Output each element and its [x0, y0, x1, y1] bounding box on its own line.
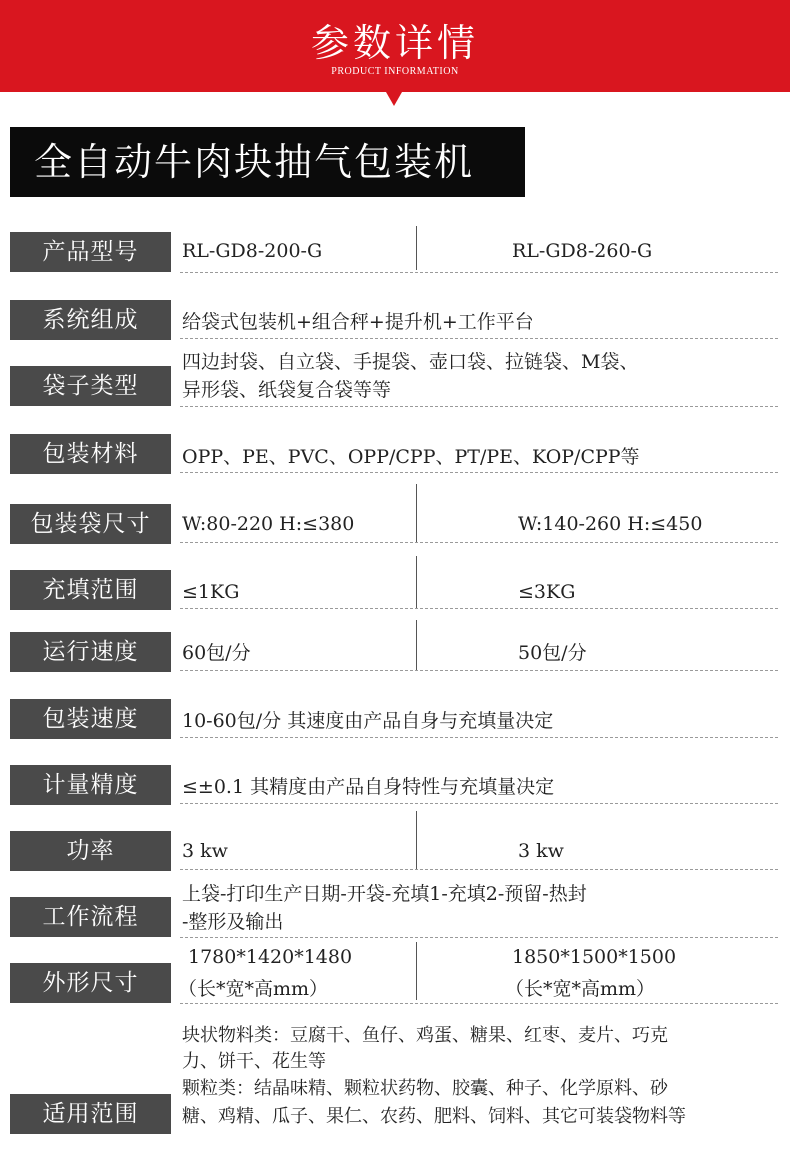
spec-value: 10-60包/分 其速度由产品自身与充填量决定 — [182, 710, 554, 732]
row-divider — [180, 542, 778, 543]
row-divider — [180, 737, 778, 738]
spec-value-right: 50包/分 — [518, 642, 587, 664]
row-divider — [180, 803, 778, 804]
spec-label: 产品型号 — [10, 232, 171, 272]
row-divider — [180, 406, 778, 407]
spec-row-run-speed — [0, 630, 790, 675]
spec-value-left: RL-GD8-200-G — [182, 240, 323, 262]
spec-value-left-line-1: 1780*1420*1480 — [188, 946, 353, 968]
spec-value-right-line-2: （长*宽*高mm） — [505, 978, 656, 1000]
column-divider — [416, 226, 417, 270]
spec-value-line-1: 块状物料类：豆腐干、鱼仔、鸡蛋、糖果、红枣、麦片、巧克 — [182, 1025, 668, 1046]
spec-label: 袋子类型 — [10, 366, 171, 406]
spec-value: ≤±0.1 其精度由产品自身特性与充填量决定 — [182, 776, 555, 798]
spec-value-right: W:140-260 H:≤450 — [518, 513, 703, 535]
column-divider — [416, 811, 417, 869]
product-title: 全自动牛肉块抽气包装机 — [34, 140, 475, 184]
spec-value-line-4: 糖、鸡精、瓜子、果仁、农药、肥料、饲料、其它可装袋物料等 — [182, 1106, 686, 1127]
spec-value-left-line-2: （长*宽*高mm） — [178, 978, 329, 1000]
spec-value-left: 3 kw — [182, 840, 228, 862]
row-divider — [180, 608, 778, 609]
spec-value-line-1: 上袋-打印生产日期-开袋-充填1-充填2-预留-热封 — [182, 883, 587, 905]
spec-value-right-line-1: 1850*1500*1500 — [512, 946, 677, 968]
row-divider — [180, 670, 778, 671]
spec-label: 充填范围 — [10, 570, 171, 610]
spec-row-pack-speed — [0, 697, 790, 742]
page-title: 参数详情 — [310, 21, 479, 65]
spec-label: 外形尺寸 — [10, 963, 171, 1003]
spec-value: OPP、PE、PVC、OPP/CPP、PT/PE、KOP/CPP等 — [182, 446, 640, 468]
spec-value-line-2: -整形及输出 — [182, 911, 284, 933]
spec-value-line-2: 力、饼干、花生等 — [182, 1051, 326, 1072]
spec-label: 计量精度 — [10, 765, 171, 805]
column-divider — [416, 620, 417, 670]
spec-value-left: 60包/分 — [182, 642, 251, 664]
spec-value-line-1: 四边封袋、自立袋、手提袋、壶口袋、拉链袋、M袋、 — [182, 351, 639, 373]
spec-label: 工作流程 — [10, 897, 171, 937]
spec-value-right: RL-GD8-260-G — [512, 240, 653, 262]
spec-label: 运行速度 — [10, 632, 171, 672]
spec-label: 包装速度 — [10, 699, 171, 739]
column-divider — [416, 942, 417, 1000]
spec-value-right: 3 kw — [518, 840, 564, 862]
spec-label: 功率 — [10, 831, 171, 871]
spec-row-system — [0, 298, 790, 343]
spec-label: 包装材料 — [10, 434, 171, 474]
spec-label: 系统组成 — [10, 300, 171, 340]
spec-row-bag-size — [0, 502, 790, 547]
spec-value: 给袋式包装机+组合秤+提升机+工作平台 — [182, 311, 534, 333]
spec-value-left: W:80-220 H:≤380 — [182, 513, 355, 535]
column-divider — [416, 556, 417, 608]
banner-notch — [386, 92, 402, 106]
spec-value-right: ≤3KG — [518, 581, 576, 603]
row-divider — [180, 937, 778, 938]
spec-row-workflow — [0, 876, 790, 938]
row-divider — [180, 1003, 778, 1004]
spec-value-line-2: 异形袋、纸袋复合袋等等 — [182, 379, 392, 401]
row-divider — [180, 272, 778, 273]
spec-row-precision — [0, 763, 790, 808]
column-divider — [416, 484, 417, 542]
spec-row-bag-type — [0, 345, 790, 407]
spec-row-dimensions — [0, 942, 790, 1004]
row-divider — [180, 338, 778, 339]
row-divider — [180, 869, 778, 870]
spec-label: 适用范围 — [10, 1094, 171, 1134]
spec-value-line-3: 颗粒类：结晶味精、颗粒状药物、胶囊、种子、化学原料、砂 — [182, 1078, 668, 1099]
spec-row-power — [0, 829, 790, 874]
spec-row-material — [0, 432, 790, 477]
spec-label: 包装袋尺寸 — [10, 504, 171, 544]
page-subtitle: PRODUCT INFORMATION — [331, 66, 459, 77]
spec-row-fill-range — [0, 568, 790, 613]
spec-value-left: ≤1KG — [182, 581, 240, 603]
spec-row-application — [0, 1016, 790, 1136]
row-divider — [180, 472, 778, 473]
spec-row-model — [0, 230, 790, 275]
